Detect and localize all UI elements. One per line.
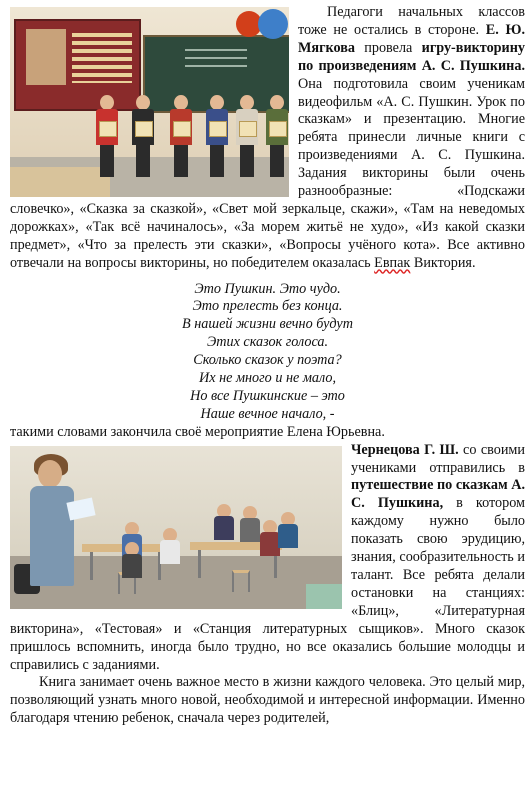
body-text: в котором каждому нужно было показать свою эрудицию, знания, сообразительность и талант. Все ребята делали остановки на станциях: «Блиц», «Литературная викторина», «Тестовая» и «Станция литературных сыщиков». Много сказок пришлось вспомнить, иногда было трудно, но все оказались большие молодцы и справились с заданиями. (10, 495, 525, 673)
journey-title: путешествие по сказкам А. С. Пушкина, (351, 477, 525, 512)
paragraph-quiz (10, 4, 525, 273)
body-text: со своими учениками отправились в (351, 441, 526, 476)
teacher-name: Чернецова Г. Ш. (351, 441, 459, 458)
student-figure (214, 504, 234, 540)
child-figure (206, 95, 228, 177)
child-figure (236, 95, 258, 177)
teacher-figure (30, 486, 74, 586)
lead-text: Педагоги начальных классов тоже не остались в стороне. (298, 4, 525, 38)
paragraph-journey (10, 442, 525, 675)
poem-closing: такими словами закончила своё мероприятие Елена Юрьевна. (10, 423, 385, 440)
winner-surname: Евпак (374, 254, 411, 271)
body-text: провела (355, 39, 422, 56)
book (239, 121, 257, 137)
child-figure (170, 95, 192, 177)
book (173, 121, 191, 137)
globe (258, 9, 288, 39)
poem-line: В нашей жизни вечно будут (182, 316, 353, 333)
poem-line: Сколько сказок у поэта? (193, 352, 342, 369)
student-figure (278, 512, 298, 548)
teacher-name: Е. Ю. Мягкова (298, 21, 525, 56)
student-figure (260, 520, 280, 556)
body-text: Она подготовила своим ученикам видеофильм «А. С. Пушкин. Урок по сказкам» и презентацию. Многие ребята принесли личные книги с произведениями А. С. Пушкина. Задания викторины были очень разнообразные: «Подскажи словечко», «Сказка за сказкой», «Свет мой зеркальце, скажи», «Там на неведомых дорожках», «Так всё начиналось», «За морем житьё не худо», «Из какой сказки предмет», «Что за прелесть эти сказки», «Вопросы учёного кота». Все активно отвечали на вопросы викторины, но победителем оказалась (10, 75, 525, 271)
child-figure (266, 95, 288, 177)
quiz-title: игру-викторину по произведениям А. С. Пушкина. (298, 39, 525, 74)
poem-line: Наше вечное начало, - (200, 405, 335, 422)
book (135, 121, 153, 137)
student-figure (160, 528, 180, 564)
desk (10, 167, 110, 197)
child-figure (132, 95, 154, 177)
book (269, 121, 287, 137)
portrait-image (26, 29, 66, 85)
book (209, 121, 227, 137)
poem-line: Этих сказок голоса. (206, 334, 329, 351)
teacher-head (38, 460, 62, 488)
photo-journey-class (10, 446, 342, 609)
document-page (10, 0, 525, 728)
student-figure (240, 506, 260, 542)
paragraph-books: Книга занимает очень важное место в жизни каждого человека. Это целый мир, позволяющий узнать много новой, необходимой и интересной информации. Именно благодаря чтению ребенок, сначала через родителей, (10, 674, 525, 727)
poem-line: Это Пушкин. Это чудо. (194, 280, 341, 297)
poem-line: Но все Пушкинские – это (190, 387, 345, 404)
book (99, 121, 117, 137)
student-figure (122, 542, 142, 578)
child-figure (96, 95, 118, 177)
poem-line: Их не много и не мало, (198, 370, 336, 387)
photo-quiz-class (10, 7, 289, 197)
poem-line: Это прелесть без конца. (192, 298, 343, 315)
winner-name: Виктория. (410, 254, 476, 271)
presentation-screen (14, 19, 141, 111)
poem (10, 281, 525, 424)
board-corner (306, 584, 342, 609)
chair (232, 570, 250, 592)
